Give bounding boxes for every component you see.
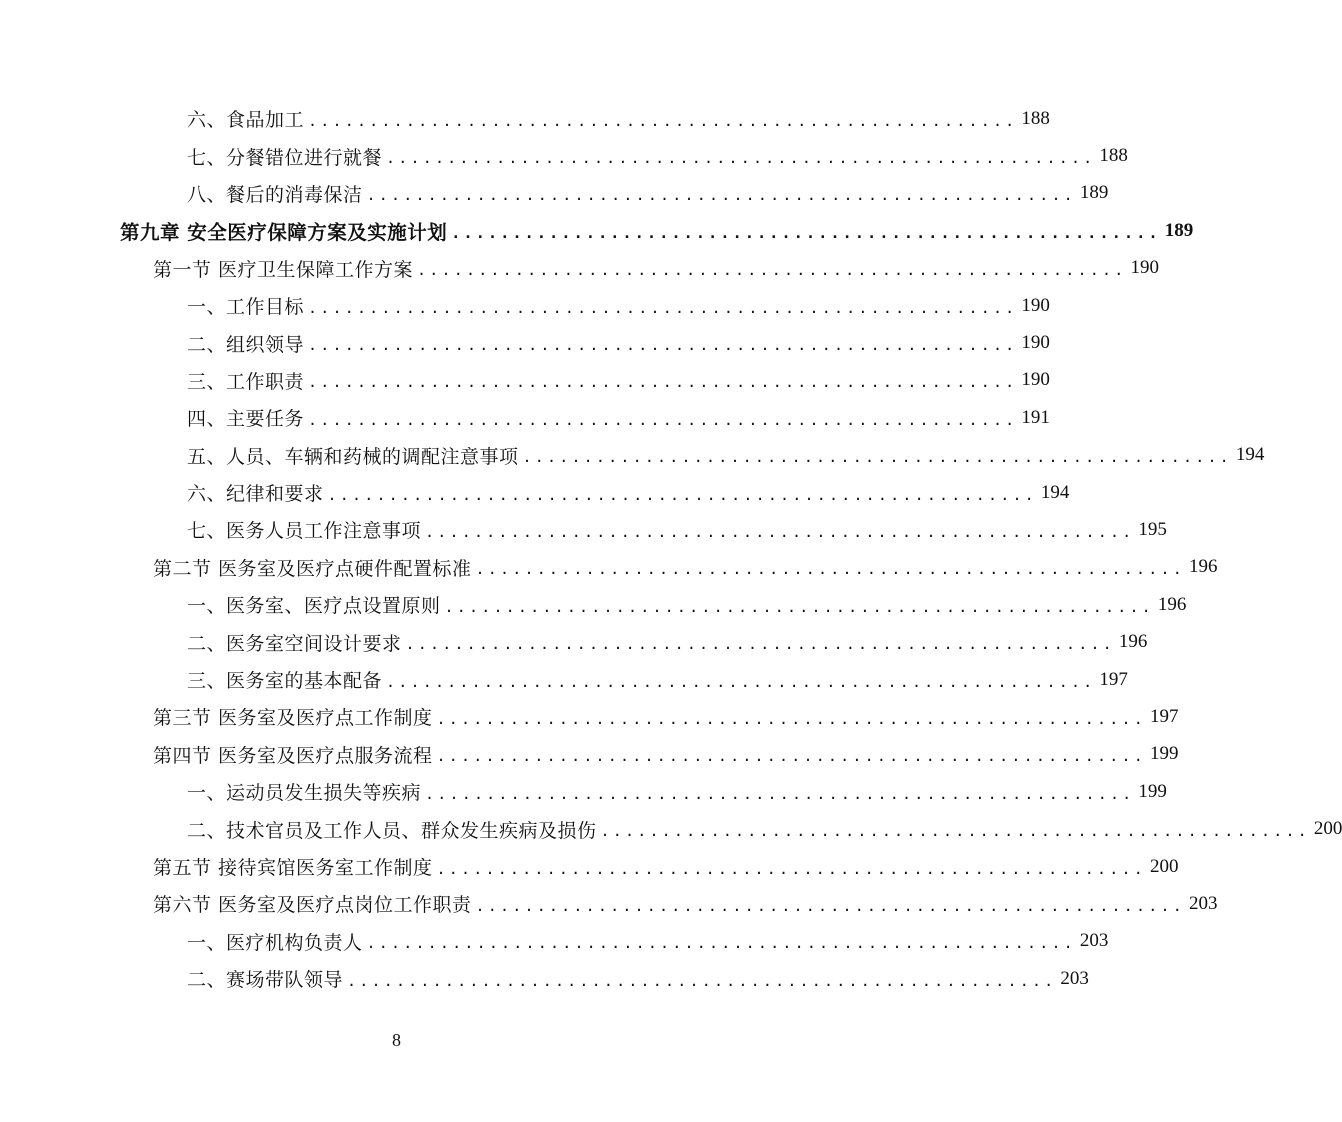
- toc-entry-title: 第九章 安全医疗保障方案及实施计划: [120, 220, 448, 244]
- toc-entry-section: [0, 549, 1218, 586]
- table-of-contents: [0, 100, 1342, 997]
- toc-entry-item: [0, 287, 1050, 324]
- toc-dot-leader: ..........................................................: [600, 822, 1310, 841]
- toc-entry-page-number: 196: [1157, 593, 1187, 615]
- toc-entry-page-number: 194: [1235, 444, 1265, 466]
- toc-dot-leader: ..........................................................: [475, 896, 1185, 915]
- toc-entry-title: 二、组织领导: [187, 333, 305, 356]
- toc-dot-leader: ..........................................................: [366, 934, 1076, 953]
- toc-entry-item: [0, 137, 1128, 174]
- toc-entry-item: [0, 661, 1128, 698]
- toc-entry-page-number: 200: [1313, 818, 1342, 840]
- toc-entry-item: [0, 923, 1109, 960]
- toc-entry-item: [0, 100, 1050, 137]
- toc-dot-leader: ..........................................................: [425, 522, 1135, 541]
- toc-entry-page-number: 196: [1188, 556, 1218, 578]
- toc-dot-leader: ..........................................................: [444, 597, 1154, 616]
- toc-entry-title: 二、技术官员及工作人员、群众发生疾病及损伤: [187, 819, 597, 842]
- toc-entry-page-number: 191: [1021, 406, 1050, 428]
- toc-dot-leader: ..........................................................: [366, 186, 1076, 205]
- toc-dot-leader: ..........................................................: [308, 111, 1018, 130]
- toc-entry-page-number: 189: [1079, 182, 1109, 204]
- toc-dot-leader: ..........................................................: [308, 410, 1018, 429]
- toc-entry-page-number: 194: [1040, 481, 1070, 503]
- toc-dot-leader: ..........................................................: [451, 223, 1161, 242]
- toc-dot-leader: ..........................................................: [436, 709, 1146, 728]
- toc-entry-page-number: 199: [1138, 780, 1167, 802]
- toc-entry-title: 七、医务人员工作注意事项: [187, 520, 422, 543]
- toc-entry-page-number: 188: [1099, 145, 1128, 167]
- toc-entry-item: [0, 960, 1089, 997]
- toc-entry-page-number: 199: [1149, 743, 1179, 765]
- toc-entry-item: [0, 324, 1050, 361]
- toc-entry-item: [0, 810, 1342, 847]
- toc-dot-leader: ..........................................................: [425, 784, 1135, 803]
- toc-entry-title: 五、人员、车辆和药械的调配注意事项: [187, 445, 519, 468]
- toc-dot-leader: ..........................................................: [308, 336, 1018, 355]
- toc-entry-item: [0, 399, 1050, 436]
- page-number: 8: [392, 1030, 401, 1050]
- toc-entry-section: [0, 848, 1179, 885]
- toc-entry-title: 三、医务室的基本配备: [187, 670, 383, 693]
- toc-entry-page-number: 190: [1021, 294, 1050, 316]
- toc-entry-title: 一、工作目标: [187, 296, 305, 319]
- toc-entry-page-number: 188: [1021, 107, 1050, 129]
- toc-entry-section: [0, 698, 1179, 735]
- toc-dot-leader: ..........................................................: [417, 261, 1127, 280]
- toc-entry-title: 第四节 医务室及医疗点服务流程: [153, 744, 433, 767]
- toc-entry-title: 一、医疗机构负责人: [187, 931, 363, 954]
- toc-entry-item: [0, 175, 1109, 212]
- toc-dot-leader: ..........................................................: [386, 672, 1096, 691]
- toc-dot-leader: ..........................................................: [522, 448, 1232, 467]
- toc-entry-title: 六、食品加工: [187, 109, 305, 132]
- toc-entry-page-number: 190: [1021, 332, 1050, 354]
- toc-dot-leader: ..........................................................: [386, 149, 1096, 168]
- toc-entry-section: [0, 736, 1179, 773]
- toc-entry-page-number: 200: [1149, 855, 1179, 877]
- toc-entry-page-number: 190: [1021, 369, 1050, 391]
- toc-entry-page-number: 196: [1118, 631, 1148, 653]
- toc-entry-title: 第六节 医务室及医疗点岗位工作职责: [153, 894, 472, 917]
- toc-entry-item: [0, 623, 1148, 660]
- toc-dot-leader: ..........................................................: [475, 560, 1185, 579]
- toc-dot-leader: ..........................................................: [405, 635, 1115, 654]
- toc-entry-title: 第三节 医务室及医疗点工作制度: [153, 707, 433, 730]
- toc-entry-title: 一、运动员发生损失等疾病: [187, 782, 422, 805]
- toc-entry-title: 第二节 医务室及医疗点硬件配置标准: [153, 557, 472, 580]
- toc-entry-item: [0, 437, 1265, 474]
- toc-entry-title: 六、纪律和要求: [187, 483, 324, 506]
- toc-dot-leader: ..........................................................: [347, 971, 1057, 990]
- toc-entry-page-number: 203: [1060, 967, 1089, 989]
- toc-entry-page-number: 203: [1188, 892, 1218, 914]
- toc-entry-title: 三、工作职责: [187, 370, 305, 393]
- toc-entry-title: 八、餐后的消毒保洁: [187, 183, 363, 206]
- toc-dot-leader: ..........................................................: [327, 485, 1037, 504]
- toc-entry-item: [0, 511, 1167, 548]
- toc-entry-section: [0, 885, 1218, 922]
- toc-entry-title: 一、医务室、医疗点设置原则: [187, 595, 441, 618]
- toc-entry-item: [0, 362, 1050, 399]
- toc-entry-item: [0, 586, 1187, 623]
- toc-dot-leader: ..........................................................: [308, 298, 1018, 317]
- toc-entry-page-number: 203: [1079, 930, 1109, 952]
- toc-entry-title: 二、赛场带队领导: [187, 969, 344, 992]
- toc-dot-leader: ..........................................................: [436, 747, 1146, 766]
- toc-entry-page-number: 190: [1130, 257, 1159, 279]
- toc-entry-page-number: 197: [1149, 705, 1179, 727]
- toc-entry-title: 第五节 接待宾馆医务室工作制度: [153, 857, 433, 879]
- toc-entry-title: 七、分餐错位进行就餐: [187, 146, 383, 169]
- toc-entry-item: [0, 773, 1167, 810]
- toc-entry-title: 四、主要任务: [187, 408, 305, 431]
- toc-entry-page-number: 195: [1138, 518, 1167, 540]
- toc-entry-chapter: [0, 212, 1194, 249]
- toc-entry-title: 二、医务室空间设计要求: [187, 632, 402, 655]
- toc-entry-item: [0, 474, 1070, 511]
- toc-dot-leader: ..........................................................: [308, 373, 1018, 392]
- toc-entry-section: [0, 250, 1159, 287]
- toc-entry-page-number: 189: [1164, 219, 1194, 241]
- toc-entry-page-number: 197: [1099, 668, 1128, 690]
- toc-dot-leader: ..........................................................: [436, 859, 1146, 878]
- toc-entry-title: 第一节 医疗卫生保障工作方案: [153, 258, 414, 281]
